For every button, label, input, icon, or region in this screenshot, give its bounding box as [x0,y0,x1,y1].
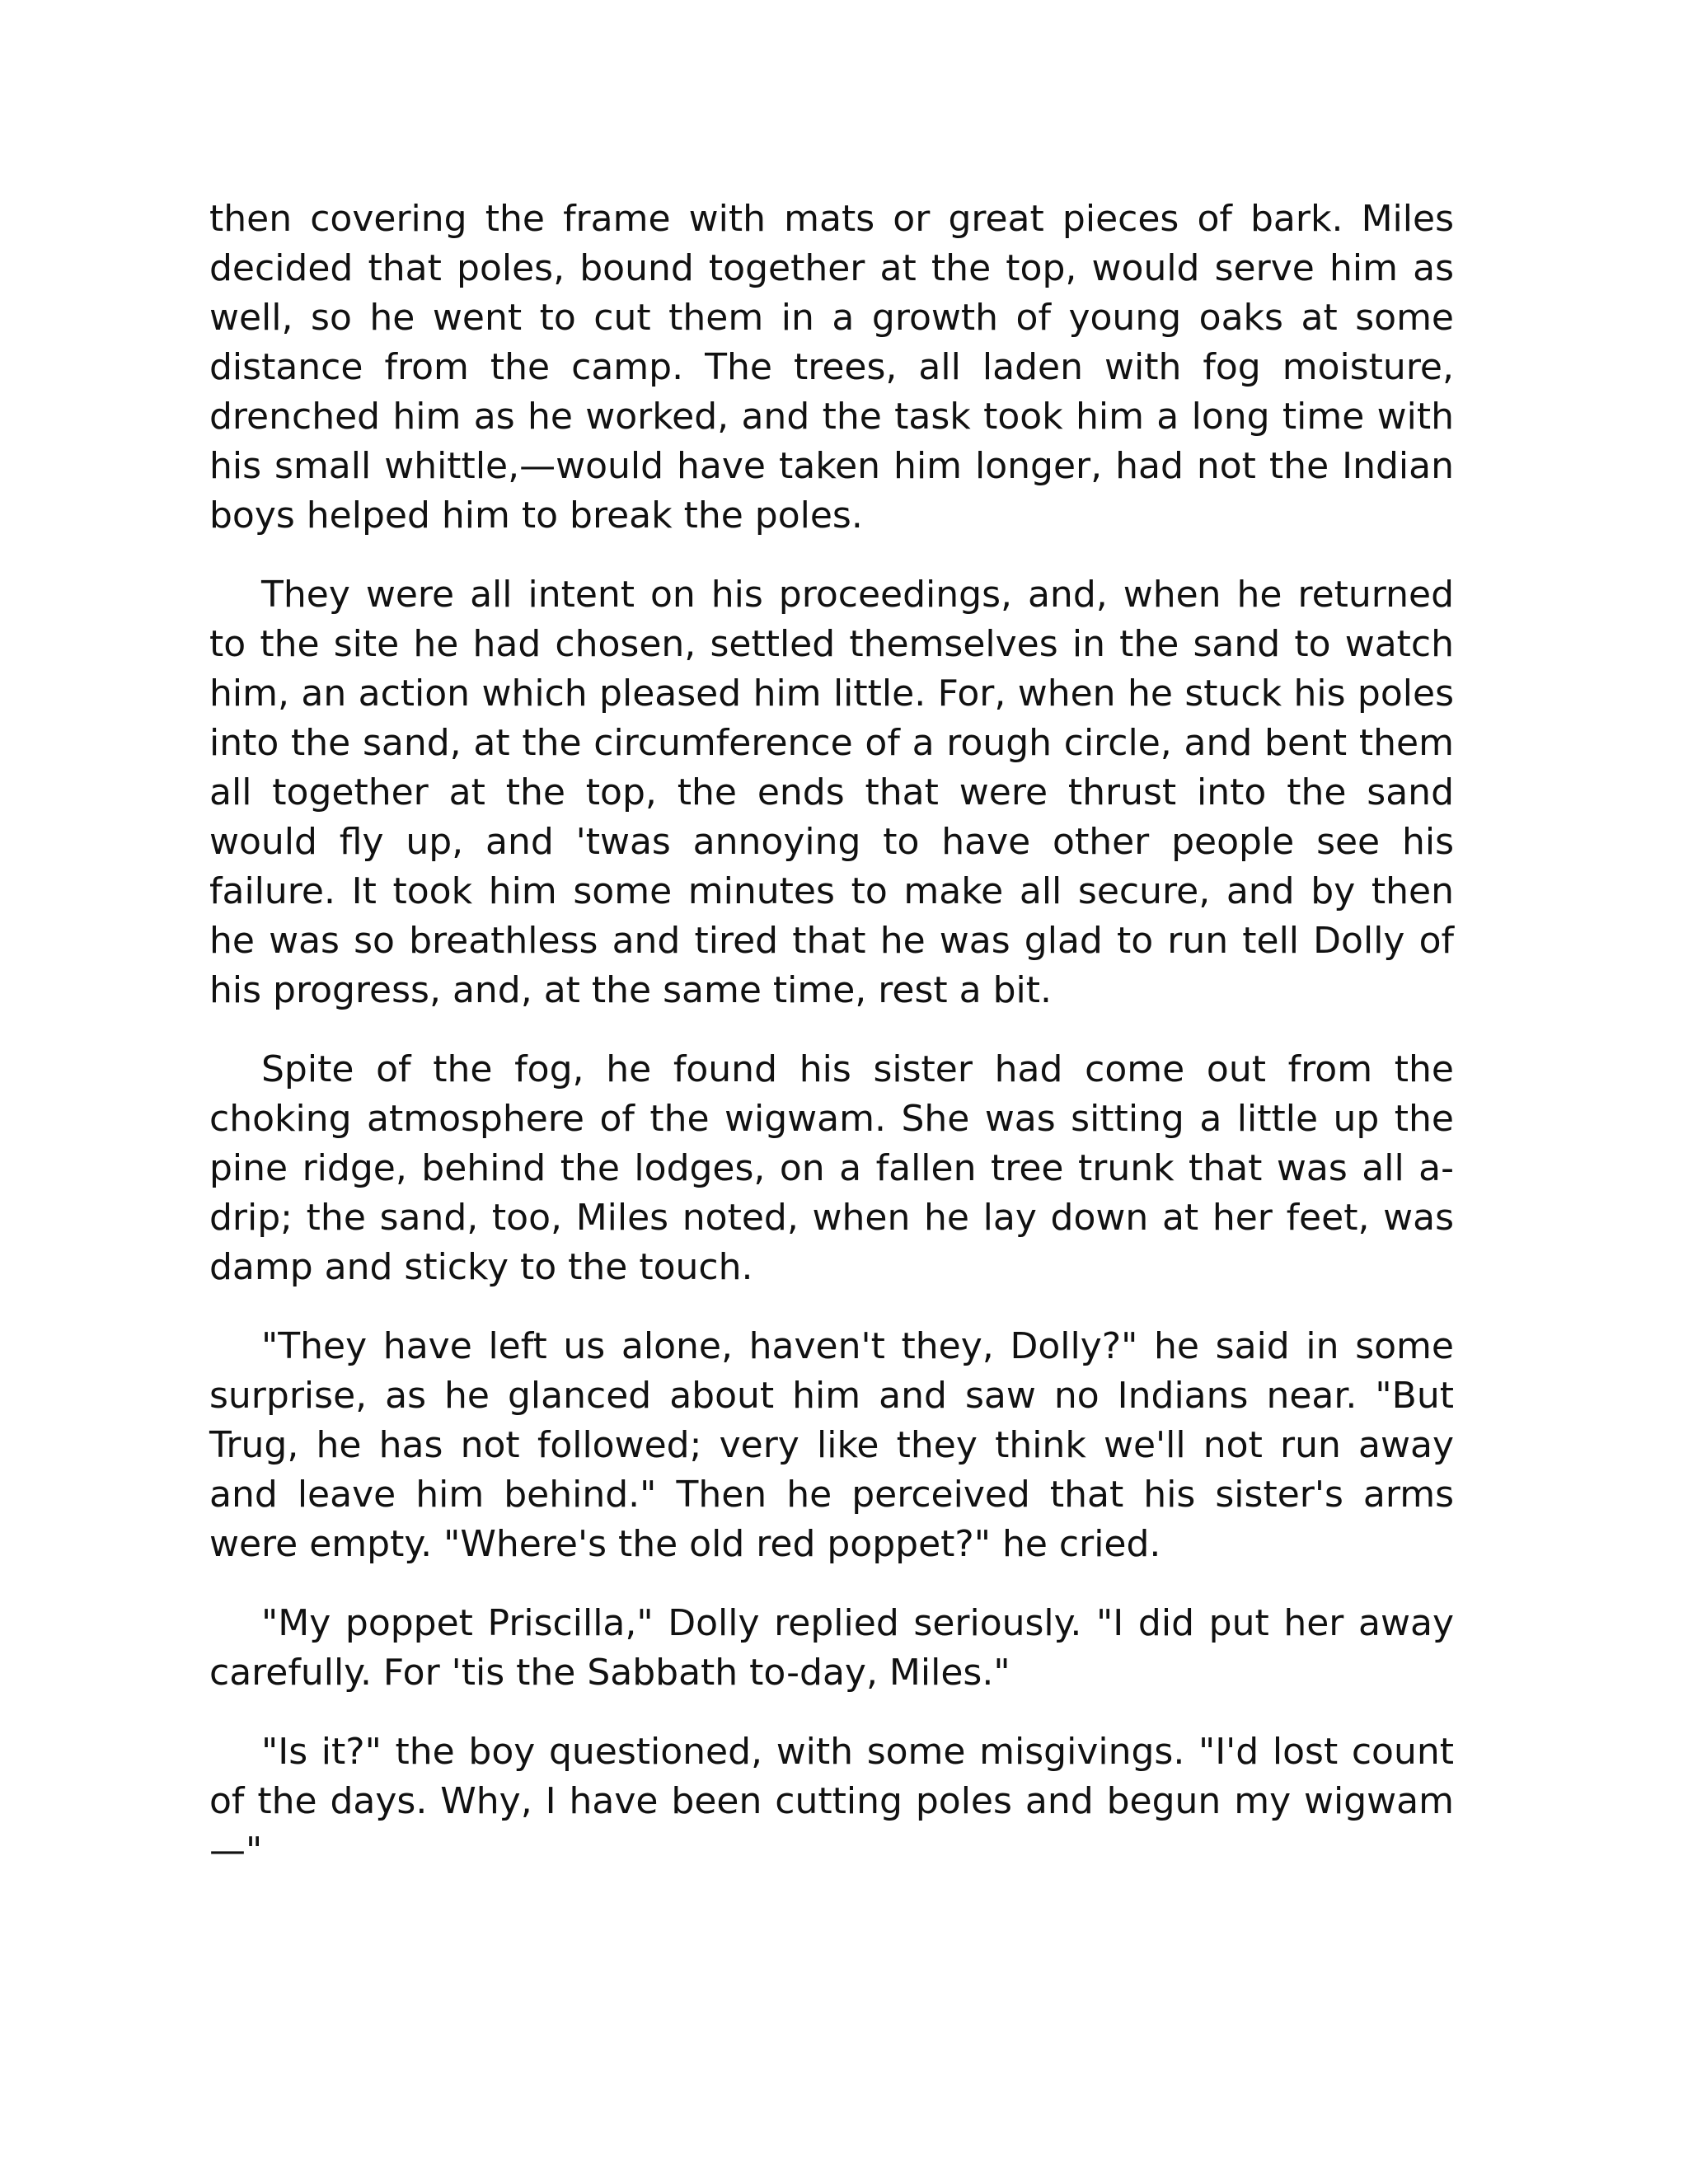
paragraph-5: "My poppet Priscilla," Dolly replied seriously. "I did put her away carefully. For 'tis the Sabbath to-day, Miles." [209,1602,1454,1694]
paragraph-4: "They have left us alone, haven't they, Dolly?" he said in some surprise, as he glanced about him and saw no Indians near. "But Trug, he has not followed; very like they think we'll not run away and leave him behind." Then he perceived that his sister's arms were empty. "Where's the old red poppet?" he cried. [209,1325,1454,1565]
paragraph-1: then covering the frame with mats or great pieces of bark. Miles decided that poles, bound together at the top, would serve him as well, so he went to cut them in a growth of young oaks at some distance from the camp. The trees, all laden with fog moisture, drenched him as he worked, and the task took him a long time with his small whittle,—would have taken him longer, had not the Indian boys helped him to break the poles. [209,198,1454,537]
page-body [209,194,1454,1905]
paragraph-3: Spite of the fog, he found his sister had come out from the choking atmosphere of the wigwam. She was sitting a little up the pine ridge, behind the lodges, on a fallen tree trunk that was all a-drip; the sand, too, Miles noted, when he lay down at her feet, was damp and sticky to the touch. [209,1048,1454,1288]
paragraph-2: They were all intent on his proceedings, and, when he returned to the site he had chosen, settled themselves in the sand to watch him, an action which pleased him little. For, when he stuck his poles into the sand, at the circumference of a rough circle, and bent them all together at the top, the ends that were thrust into the sand would fly up, and 'twas annoying to have other people see his failure. It took him some minutes to make all secure, and by then he was so breathless and tired that he was glad to run tell Dolly of his progress, and, at the same time, rest a bit. [209,574,1454,1011]
paragraph-6: "Is it?" the boy questioned, with some misgivings. "I'd lost count of the days. Why, I have been cutting poles and begun my wigwam —" [209,1731,1454,1872]
